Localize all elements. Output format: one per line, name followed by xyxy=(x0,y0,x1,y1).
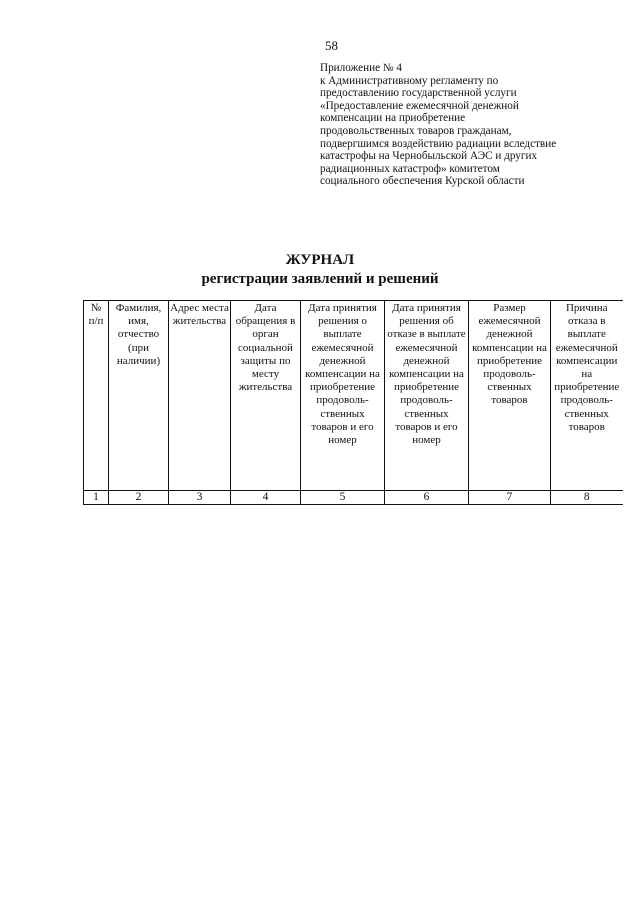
column-number: 2 xyxy=(109,491,169,505)
column-header-address: Адрес места жительства xyxy=(169,301,231,491)
journal-heading xyxy=(0,251,640,289)
table-column-numbers-row xyxy=(84,491,623,505)
column-number: 6 xyxy=(385,491,469,505)
column-header-refusal-decision: Дата принятия решения об отказе в выплате ежемесячной денежной компенсации на приобретение продоволь-ственных товаров и его номер xyxy=(385,301,469,491)
column-number: 5 xyxy=(301,491,385,505)
page-number: 58 xyxy=(325,38,338,53)
appendix-line: радиационных катастроф» комитетом xyxy=(320,162,500,175)
appendix-line: к Административному регламенту по xyxy=(320,74,499,87)
appendix-line: Приложение № 4 xyxy=(320,62,402,74)
appendix-line: «Предоставление ежемесячной денежной xyxy=(320,99,519,112)
column-number: 8 xyxy=(551,491,623,505)
column-header-payment-decision: Дата принятия решения о выплате ежемесячной денежной компенсации на приобретение продоволь-ственных товаров и его номер xyxy=(301,301,385,491)
column-header-refusal-reason: Причина отказа в выплате ежемесячной компенсации на приобретение продоволь-ственных товаров xyxy=(551,301,623,491)
appendix-line: катастрофы на Чернобыльской АЭС и других xyxy=(320,150,538,163)
appendix-line: подвергшимся воздействию радиации вследствие xyxy=(320,137,557,150)
table-header-row xyxy=(84,301,623,491)
column-number: 4 xyxy=(231,491,301,505)
appendix-line: компенсации на приобретение xyxy=(320,112,466,125)
column-header-number: № п/п xyxy=(84,301,109,491)
appendix-line: социального обеспечения Курской области xyxy=(320,175,525,188)
column-number: 1 xyxy=(84,491,109,505)
journal-subtitle: регистрации заявлений и решений xyxy=(201,271,439,287)
journal-title: ЖУРНАЛ xyxy=(285,252,355,268)
appendix-line: предоставлению государственной услуги xyxy=(320,87,517,100)
column-number: 7 xyxy=(469,491,551,505)
column-header-application-date: Дата обращения в орган социальной защиты по месту жительства xyxy=(231,301,301,491)
column-header-compensation-amount: Размер ежемесячной денежной компенсации на приобретение продоволь-ственных товаров xyxy=(469,301,551,491)
column-number: 3 xyxy=(169,491,231,505)
appendix-note xyxy=(320,62,620,188)
column-header-full-name: Фамилия, имя, отчество (при наличии) xyxy=(109,301,169,491)
appendix-line: продовольственных товаров гражданам, xyxy=(320,124,512,137)
registration-journal-table xyxy=(83,300,623,505)
